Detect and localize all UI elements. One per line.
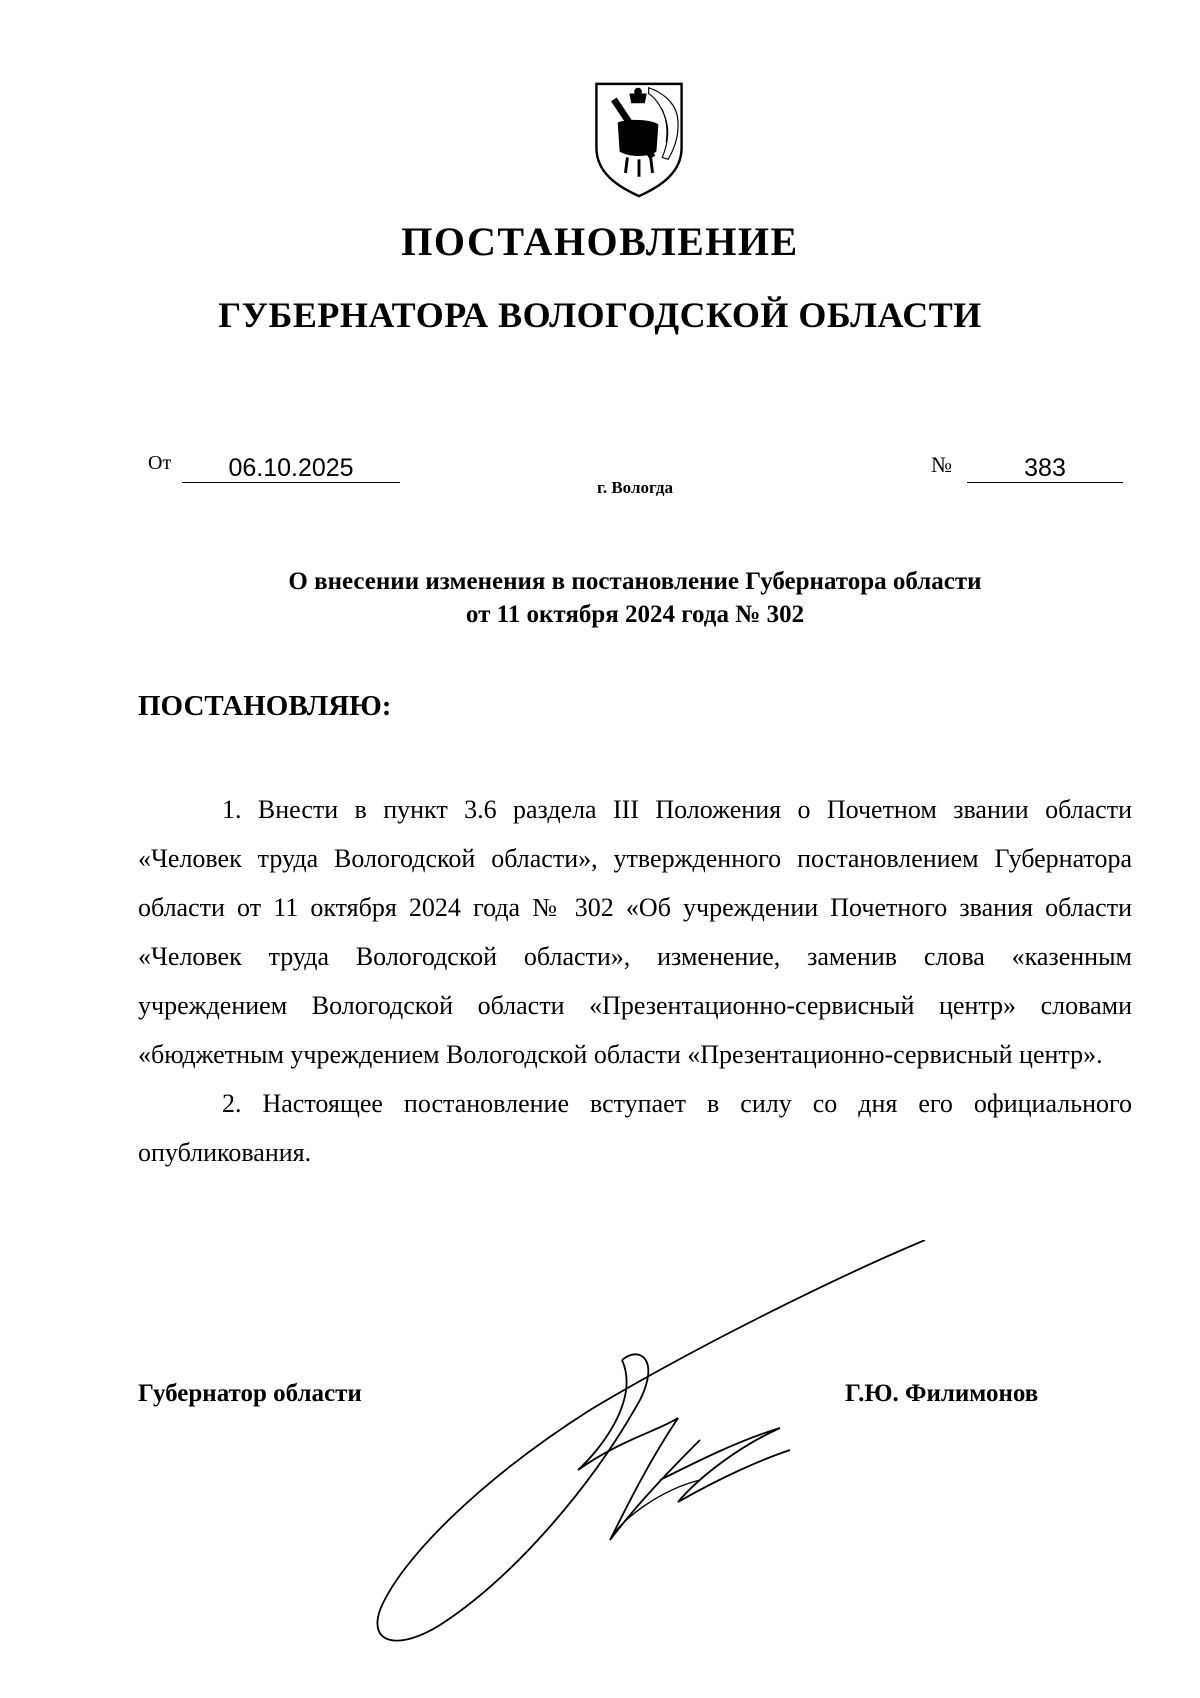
subject-line: О внесении изменения в постановление Губернатора области	[288, 568, 982, 595]
document-body	[138, 785, 1132, 1177]
document-title: ПОСТАНОВЛЕНИЕ	[401, 219, 799, 264]
date-label: От	[148, 452, 172, 474]
body-paragraph: 2. Настоящее постановление вступает в силу со дня его официального опубликования.	[138, 1089, 1132, 1167]
subject-line: от 11 октября 2024 года № 302	[465, 601, 805, 628]
signatory-role: Губернатор области	[138, 1380, 362, 1407]
signatory-name: Г.Ю. Филимонов	[845, 1380, 1039, 1407]
number-label: №	[931, 452, 952, 477]
document-subject	[0, 565, 1200, 631]
document-number: 383	[967, 454, 1123, 483]
signature-icon	[360, 1240, 940, 1650]
city-label: г. Вологда	[597, 478, 673, 497]
resolve-heading: ПОСТАНОВЛЯЮ:	[138, 690, 392, 722]
document-subtitle: ГУБЕРНАТОРА ВОЛОГОДСКОЙ ОБЛАСТИ	[218, 295, 982, 335]
document-date: 06.10.2025	[182, 454, 400, 483]
body-paragraph: 1. Внести в пункт 3.6 раздела III Положения о Почетном звании области «Человек труда Вологодской области», утвержденного постановлением Губернатора области от 11 октября 2024 года № 302 «Об учреждении Почетного звания области «Человек труда Вологодской области», изменение, заменив слова «казенным учреждением Вологодской области «Презентационно-сервисный центр» словами «бюджетным учреждением Вологодской области «Презентационно-сервисный центр».	[138, 795, 1132, 1069]
coat-of-arms-icon	[590, 80, 688, 200]
